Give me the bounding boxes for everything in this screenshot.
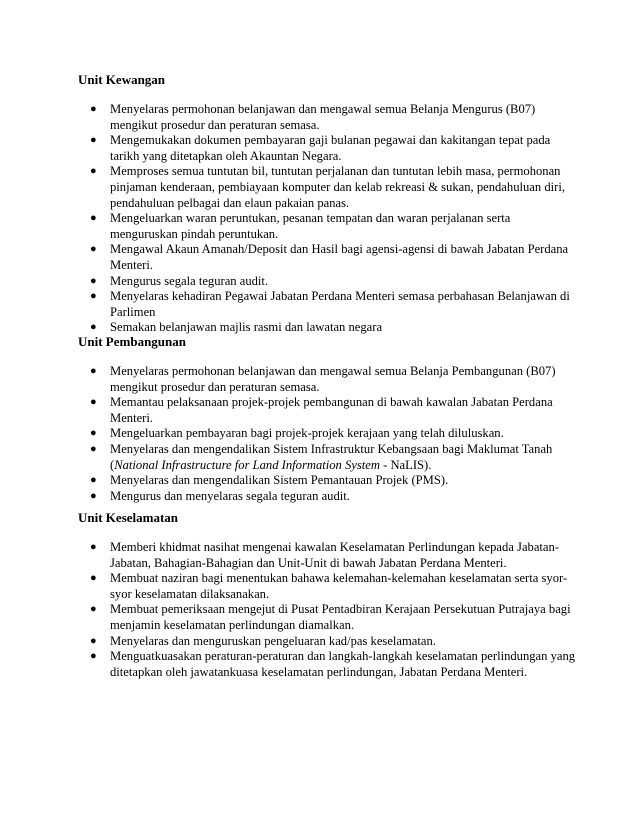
- bullet-list: [78, 364, 578, 504]
- bullet-icon: ●: [90, 212, 97, 225]
- section-heading: Unit Pembangunan: [78, 334, 186, 349]
- list-item-text-italic: National Infrastructure for Land Information System: [114, 457, 380, 472]
- list-item: [78, 274, 578, 290]
- list-item-text: Memproses semua tuntutan bil, tuntutan perjalanan dan tuntutan lebih masa, permohonan pinjaman kenderaan, pembiayaan komputer dan kelab rekreasi & sukan, pendahuluan diri, pendahuluan pelbagai dan elaun pakaian panas.: [110, 164, 565, 210]
- list-item: [78, 489, 578, 505]
- bullet-icon: ●: [90, 134, 97, 147]
- list-item-text: Mengawal Akaun Amanah/Deposit dan Hasil bagi agensi-agensi di bawah Jabatan Perdana Menteri.: [110, 242, 569, 272]
- bullet-icon: ●: [90, 396, 97, 409]
- list-item-text: Menyelaras kehadiran Pegawai Jabatan Perdana Menteri semasa perbahasan Belanjawan di Parlimen: [110, 289, 570, 319]
- list-item-text: Menyelaras permohonan belanjawan dan mengawal semua Belanja Mengurus (B07) mengikut prosedur dan peraturan semasa.: [110, 102, 536, 132]
- list-item: [78, 571, 578, 602]
- list-item-text: Membuat pemeriksaan mengejut di Pusat Pentadbiran Kerajaan Persekutuan Putrajaya bagi menjamin keselamatan perlindungan diamalkan.: [110, 602, 571, 632]
- bullet-icon: ●: [90, 427, 97, 440]
- bullet-icon: ●: [90, 634, 97, 647]
- bullet-list: [78, 540, 578, 680]
- section-unit-pembangunan: [78, 334, 578, 504]
- list-item-text: Menguatkuasakan peraturan-peraturan dan langkah-langkah keselamatan perlindungan yang ditetapkan oleh jawatankuasa keselamatan perlindungan, Jabatan Perdana Menteri.: [110, 649, 576, 679]
- bullet-icon: ●: [90, 442, 97, 455]
- bullet-icon: ●: [90, 650, 97, 663]
- list-item: [78, 473, 578, 489]
- list-item-text: Menyelaras dan mengendalikan Sistem Pemantauan Projek (PMS).: [110, 473, 449, 488]
- bullet-list: [78, 102, 578, 336]
- section-heading: Unit Keselamatan: [78, 510, 179, 525]
- list-item: [78, 242, 578, 273]
- list-item: [78, 289, 578, 320]
- list-item: [78, 634, 578, 650]
- list-item: [78, 602, 578, 633]
- list-item: [78, 540, 578, 571]
- list-item: [78, 164, 578, 211]
- bullet-icon: ●: [90, 365, 97, 377]
- bullet-icon: ●: [90, 274, 97, 287]
- list-item-text: Mengeluarkan pembayaran bagi projek-projek kerajaan yang telah diluluskan.: [110, 426, 504, 441]
- bullet-icon: ●: [90, 321, 97, 334]
- list-item: [78, 102, 578, 133]
- bullet-icon: ●: [90, 541, 97, 553]
- list-item-text: Mengemukakan dokumen pembayaran gaji bulanan pegawai dan kakitangan tepat pada tarikh yang ditetapkan oleh Akauntan Negara.: [110, 133, 551, 163]
- list-item: [78, 426, 578, 442]
- bullet-icon: ●: [90, 572, 97, 585]
- list-item-text: Mengeluarkan waran peruntukan, pesanan tempatan dan waran perjalanan serta menguruskan pindah peruntukan.: [110, 211, 511, 241]
- list-item: [78, 211, 578, 242]
- section-unit-kewangan: [78, 72, 578, 336]
- bullet-icon: ●: [90, 489, 97, 502]
- list-item-text: Menyelaras permohonan belanjawan dan mengawal semua Belanja Pembangunan (B07) mengikut prosedur dan peraturan semasa.: [110, 364, 556, 394]
- list-item-text: Membuat naziran bagi menentukan bahawa kelemahan-kelemahan keselamatan serta syor-syor keselamatan dilaksanakan.: [110, 571, 568, 601]
- list-item-text: Mengurus dan menyelaras segala teguran audit.: [110, 488, 350, 503]
- list-item-text-pre: Menyelaras dan mengendalikan Sistem Infrastruktur Kebangsaan bagi Maklumat Tanah (: [110, 441, 553, 472]
- list-item: [78, 133, 578, 164]
- bullet-icon: ●: [90, 243, 97, 256]
- list-item: [78, 364, 578, 395]
- bullet-icon: ●: [90, 290, 97, 303]
- bullet-icon: ●: [90, 603, 97, 616]
- list-item: [78, 395, 578, 426]
- section-unit-keselamatan: [78, 510, 578, 680]
- list-item: [78, 649, 578, 680]
- list-item-text: Semakan belanjawan majlis rasmi dan lawatan negara: [110, 320, 383, 335]
- list-item: [78, 442, 578, 473]
- list-item-text-post: - NaLIS).: [379, 457, 432, 472]
- bullet-icon: ●: [90, 103, 97, 115]
- list-item-text: Menyelaras dan menguruskan pengeluaran kad/pas keselamatan.: [110, 633, 436, 648]
- list-item-text: Memantau pelaksanaan projek-projek pembangunan di bawah kawalan Jabatan Perdana Menteri.: [110, 395, 553, 425]
- list-item-text: Mengurus segala teguran audit.: [110, 273, 269, 288]
- bullet-icon: ●: [90, 474, 97, 487]
- bullet-icon: ●: [90, 165, 97, 178]
- list-item-text: Memberi khidmat nasihat mengenai kawalan Keselamatan Perlindungan kepada Jabatan-Jabatan, Bahagian-Bahagian dan Unit-Unit di bawah Jabatan Perdana Menteri.: [110, 540, 560, 570]
- section-heading: Unit Kewangan: [78, 72, 166, 87]
